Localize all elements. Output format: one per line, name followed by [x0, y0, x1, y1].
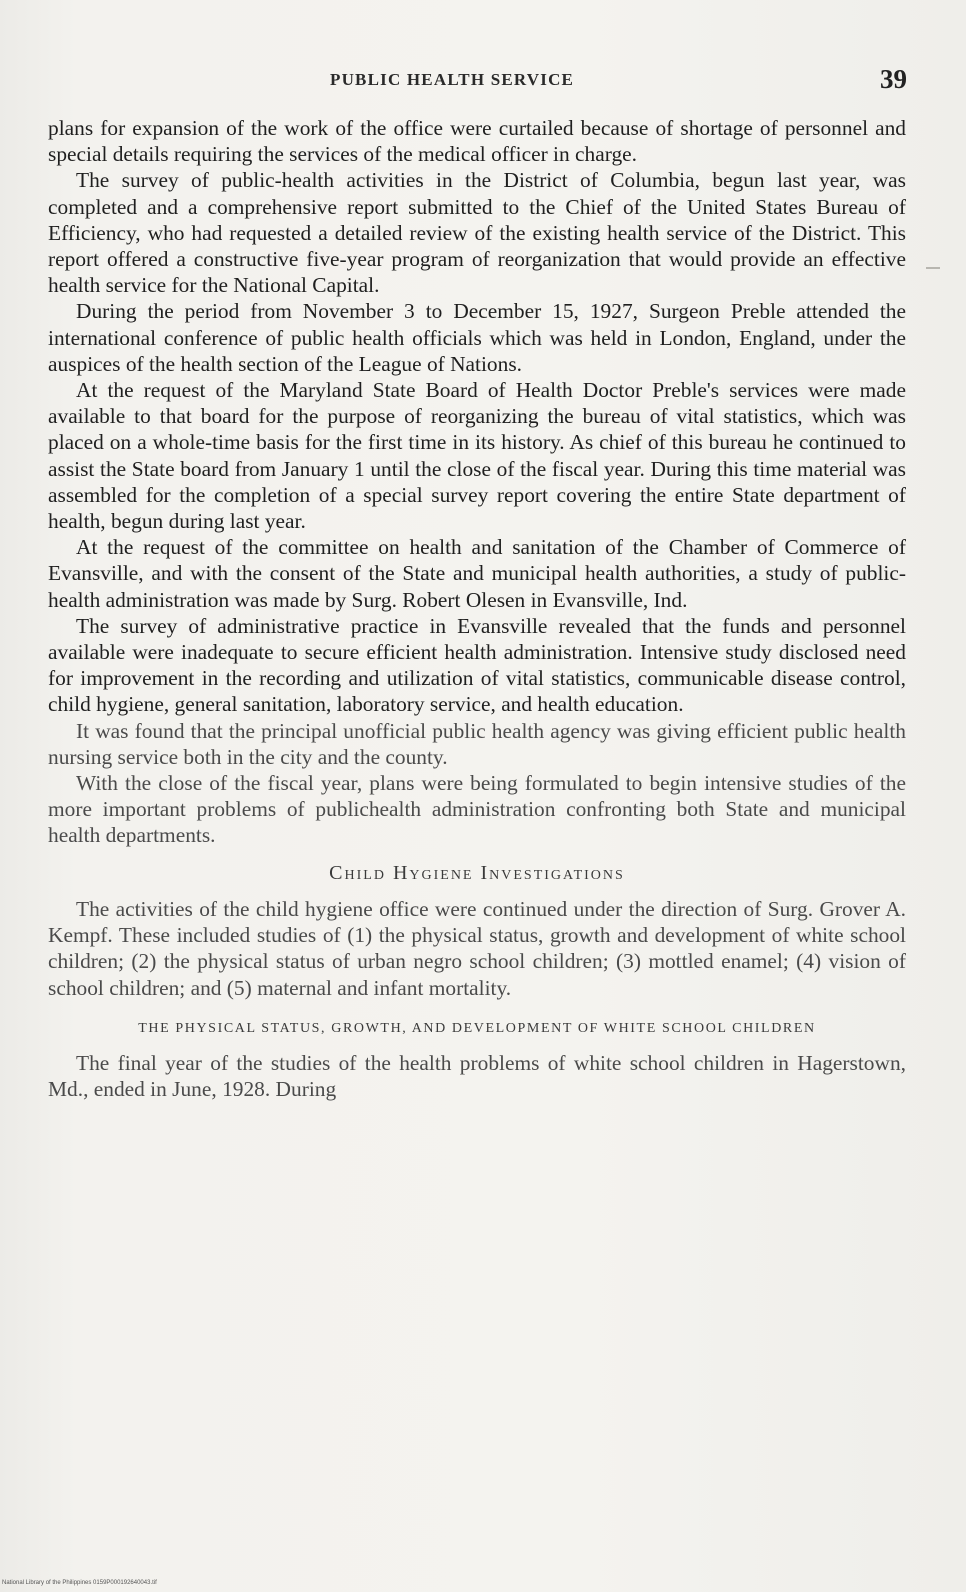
section-heading-child-hygiene: Child Hygiene Investigations — [329, 861, 625, 884]
paragraph-evansville-study: At the request of the committee on health and sanitation of the Chamber of Commerce of Evansville, and with the consent of the State and municipal health authorities, a study of public-health administration was made by Surg. Robert Olesen in Evansville, Ind. — [48, 535, 906, 612]
margin-mark — [926, 267, 940, 269]
paragraph-evansville-survey: The survey of administrative practice in Evansville revealed that the funds and personnel available were inadequate to secure efficient health administration. Intensive study disclosed need for improvement in the recording and utilization of vital statistics, communicable disease control, child hygiene, general sanitation, laboratory service, and health education. — [48, 613, 906, 717]
paragraph-nursing-agency: It was found that the principal unofficial public health agency was giving efficient public health nursing service both in the city and the county. — [48, 718, 906, 769]
page-number: 39 — [880, 64, 907, 94]
body-text — [48, 115, 906, 1102]
paragraph-district-survey: The survey of public-health activities in the District of Columbia, begun last year, was completed and a comprehensive report submitted to the Chief of the United States Bureau of Efficiency, who had requested a detailed review of the existing health service of the District. This report offered a constructive five-year program of reorganization that would provide an effective health service for the National Capital. — [48, 168, 906, 298]
paragraph-child-hygiene: The activities of the child hygiene office were continued under the direction of Surg. Grover A. Kempf. These included studies of (1) the physical status, growth and development of white school children; (2) the physical status of urban negro school children; (3) mottled enamel; (4) vision of school children; and (5) maternal and infant mortality. — [48, 896, 906, 1000]
running-title: PUBLIC HEALTH SERVICE — [330, 70, 575, 89]
paragraph-continued: plans for expansion of the work of the office were curtailed because of shortage of personnel and special details requiring the services of the medical officer in charge. — [48, 116, 906, 167]
paragraph-hagerstown: The final year of the studies of the health problems of white school children in Hagerstown, Md., ended in June, 1928. During — [48, 1050, 906, 1101]
scan-footer-stamp: National Library of the Philippines 0159P000192640043.tif — [2, 1580, 157, 1586]
paragraph-london-conference: During the period from November 3 to December 15, 1927, Surgeon Preble attended the international conference of public health officials which was held in London, England, under the auspices of the health section of the League of Nations. — [48, 299, 906, 376]
running-header — [0, 64, 966, 96]
subsection-heading-white-children: THE PHYSICAL STATUS, GROWTH, AND DEVELOPMENT OF WHITE SCHOOL CHILDREN — [138, 1020, 816, 1036]
paragraph-intensive-studies: With the close of the fiscal year, plans were being formulated to begin intensive studies of the more important problems of publichealth administration confronting both State and municipal health departments. — [48, 771, 906, 848]
paragraph-maryland-board: At the request of the Maryland State Board of Health Doctor Preble's services were made available to that board for the purpose of reorganizing the bureau of vital statistics, which was placed on a whole-time basis for the first time in its history. As chief of this bureau he continued to assist the State board from January 1 until the close of the fiscal year. During this time material was assembled for the completion of a special survey report covering the entire State department of health, begun during last year. — [48, 378, 906, 534]
